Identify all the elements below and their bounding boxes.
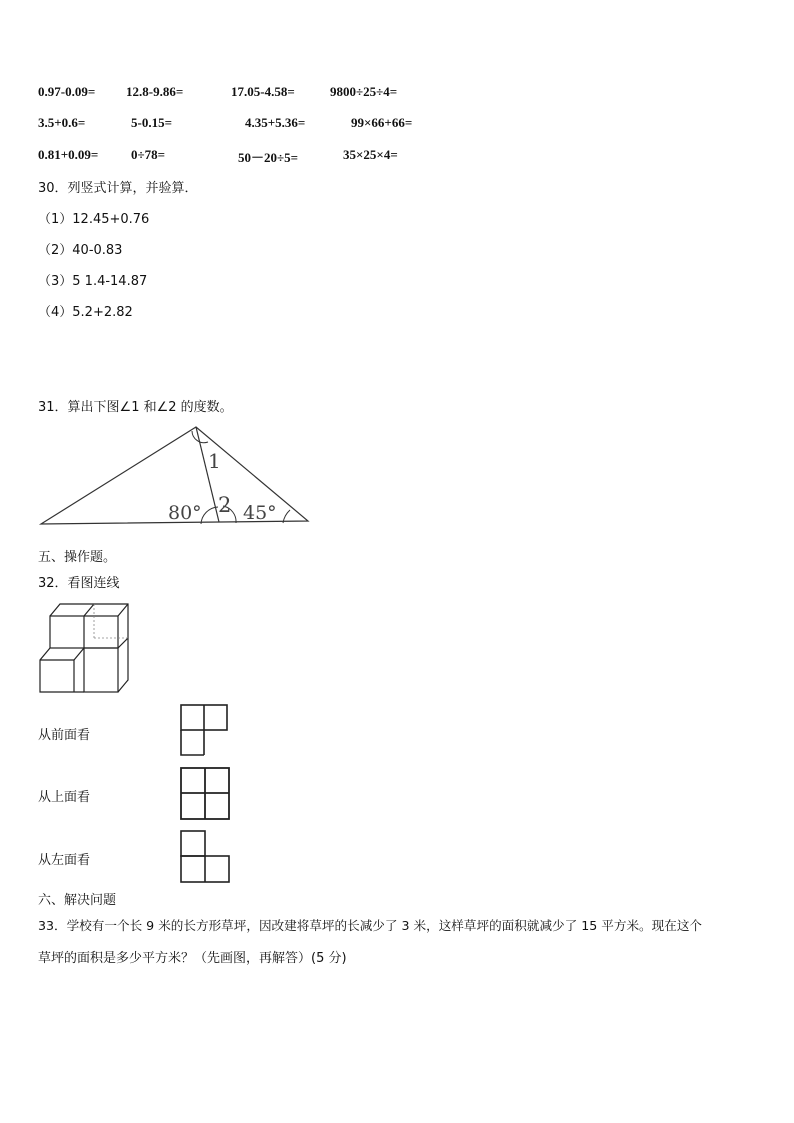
q33-line2: 草坪的面积是多少平方米？（先画图，再解答）(5 分) <box>38 951 347 966</box>
arc-1 <box>192 431 208 443</box>
q30-item-2: （2）40-0.83 <box>38 243 123 258</box>
section6-title: 六、解决问题 <box>38 893 117 908</box>
view-shape-top <box>180 767 232 821</box>
q32-title: 32．看图连线 <box>38 576 120 591</box>
q30-item-4: （4）5.2+2.82 <box>38 305 133 320</box>
calc-r3-c4: 35×25×4= <box>343 147 398 162</box>
q33-line1: 33．学校有一个长 9 米的长方形草坪，因改建将草坪的长减少了 3 米，这样草坪的面积就减少了 15 平方米。现在这个 <box>38 918 703 933</box>
section5-title: 五、操作题。 <box>38 550 117 565</box>
calc-r1-c4: 9800÷25÷4= <box>330 84 398 99</box>
calc-r3-c1: 0.81+0.09= <box>38 147 99 162</box>
q30-title: 30．列竖式计算，并验算． <box>38 181 198 196</box>
label-1: 1 <box>208 449 221 473</box>
label-45: 45° <box>243 502 277 524</box>
view-front-label: 从前面看 <box>38 728 91 743</box>
label-80: 80° <box>168 502 202 524</box>
q30-item-1: （1）12.45+0.76 <box>38 212 150 227</box>
calc-r1-c2: 12.8-9.86= <box>126 84 184 99</box>
view-left-label: 从左面看 <box>38 853 91 868</box>
cube-stack-figure <box>36 598 136 698</box>
view-top-label: 从上面看 <box>38 790 91 805</box>
calc-r2-c2: 5-0.15= <box>131 115 172 130</box>
view-shape-left <box>180 830 232 884</box>
label-2: 2 <box>218 493 232 517</box>
calc-r1-c3: 17.05-4.58= <box>231 84 295 99</box>
calc-r3-c3: 50－20÷5= <box>238 150 299 165</box>
calc-r2-c3: 4.35+5.36= <box>245 115 306 130</box>
q31-title: 31．算出下图∠1 和∠2 的度数。 <box>38 400 233 415</box>
calc-r1-c1: 0.97-0.09= <box>38 84 96 99</box>
view-shape-front <box>180 704 230 756</box>
triangle-figure <box>36 420 316 530</box>
q30-item-3: （3）5 1.4-14.87 <box>38 274 148 289</box>
calc-r2-c4: 99×66+66= <box>351 115 413 130</box>
calc-r2-c1: 3.5+0.6= <box>38 115 86 130</box>
calc-r3-c2: 0÷78= <box>131 147 166 162</box>
